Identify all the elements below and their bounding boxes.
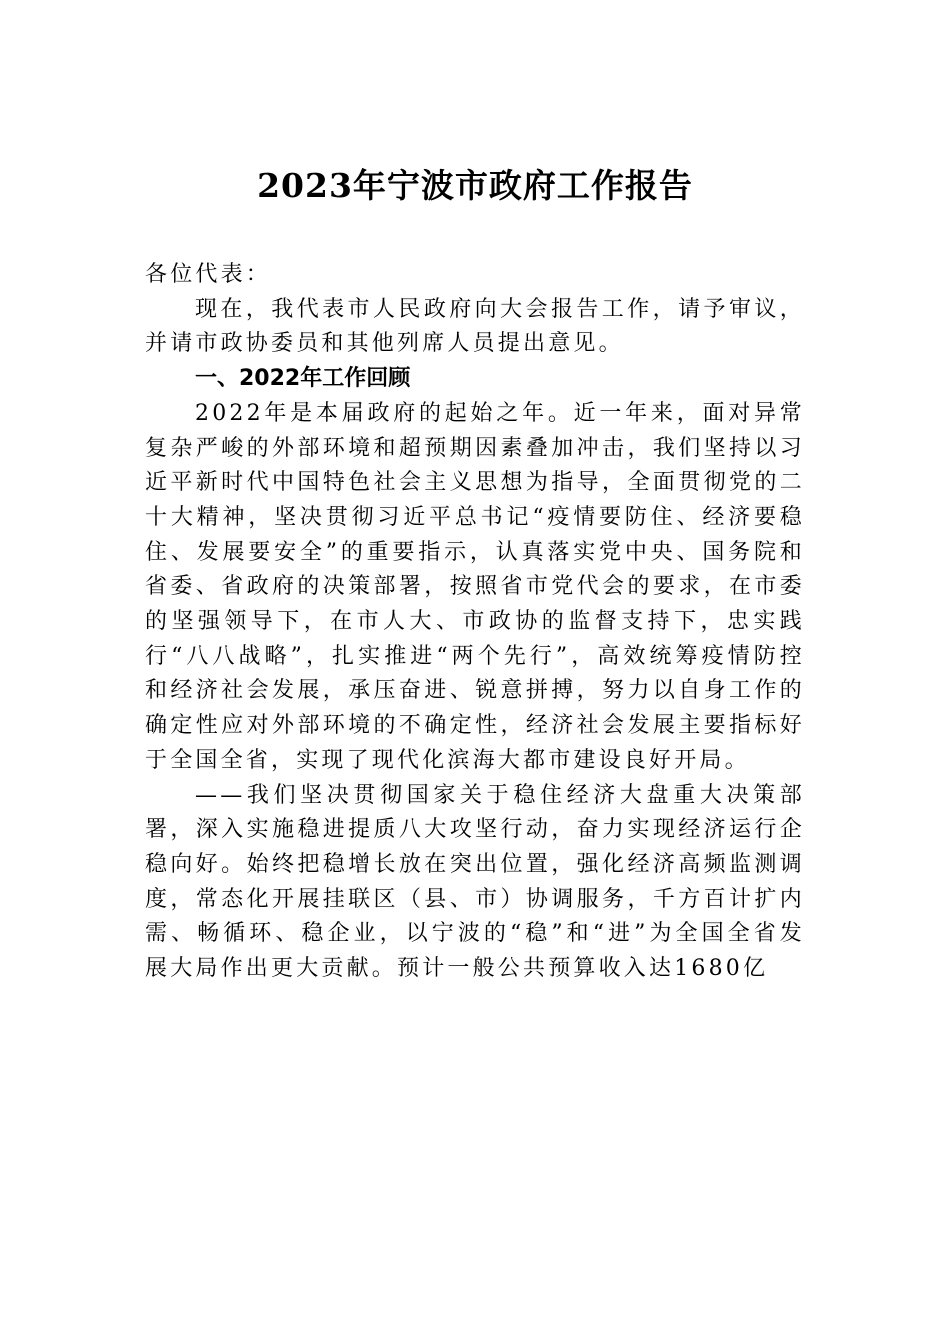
review-paragraph-1: 2022年是本届政府的起始之年。近一年来，面对异常复杂严峻的外部环境和超预期因素叠加冲击，我们坚持以习近平新时代中国特色社会主义思想为指导，全面贯彻党的二十大精神，坚决贯彻习近平总书记“疫情要防住、经济要稳住、发展要安全”的重要指示，认真落实党中央、国务院和省委、省政府的决策部署，按照省市党代会的要求，在市委的坚强领导下，在市人大、市政协的监督支持下，忠实践行“八八战略”，扎实推进“两个先行”，高效统筹疫情防控和经济社会发展，承压奋进、锐意拼搏，努力以自身工作的确定性应对外部环境的不确定性，经济社会发展主要指标好于全国全省，实现了现代化滨海大都市建设良好开局。: [145, 400, 805, 773]
document-title: 2023年宁波市政府工作报告: [257, 166, 693, 205]
intro-paragraph: 现在，我代表市人民政府向大会报告工作，请予审议，并请市政协委员和其他列席人员提出意见。: [145, 296, 805, 357]
review-paragraph-2: ——我们坚决贯彻国家关于稳住经济大盘重大决策部署，深入实施稳进提质八大攻坚行动，奋力实现经济运行企稳向好。始终把稳增长放在突出位置，强化经济高频监测调度，常态化开展挂联区（县、市）协调服务，千方百计扩内需、畅循环、稳企业，以宁波的“稳”和“进”为全国全省发展大局作出更大贡献。预计一般公共预算收入达1680亿: [145, 782, 805, 982]
document-body: [145, 258, 805, 987]
section-heading: 一、2022年工作回顾: [195, 366, 411, 392]
salutation: 各位代表：: [145, 262, 272, 287]
